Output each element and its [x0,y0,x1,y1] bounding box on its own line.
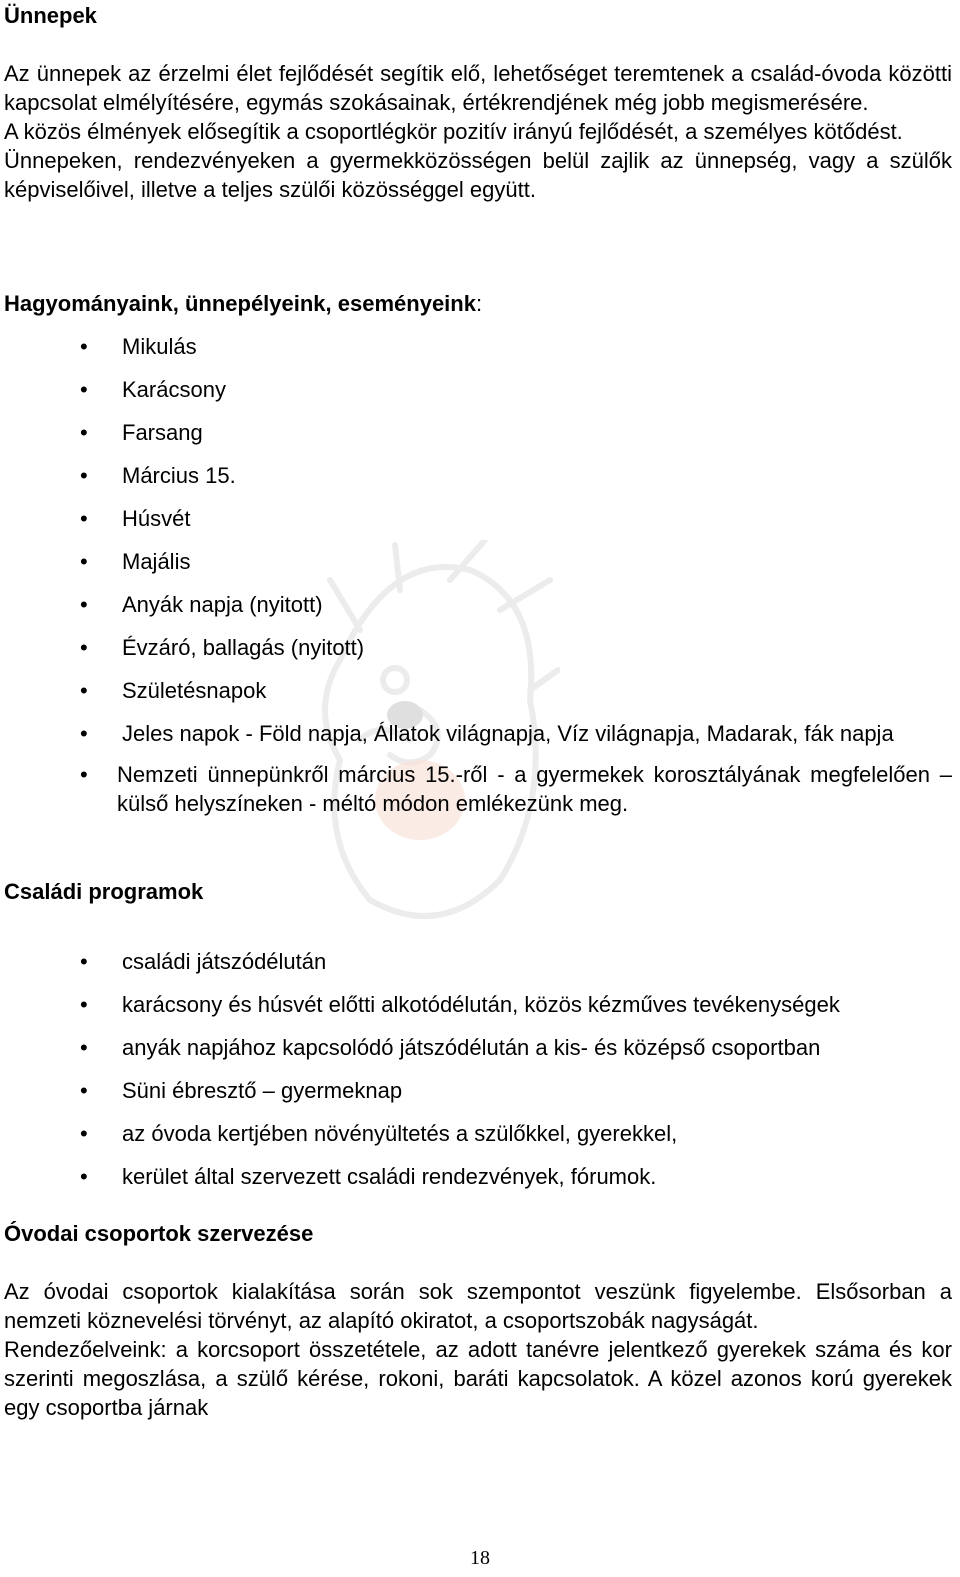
list-item-text: Süni ébresztő – gyermeknap [122,1078,403,1103]
holidays-paragraph-3: Ünnepeken, rendezvényeken a gyermekközösségen belül zajlik az ünnepség, vagy a szülők képviselőivel, illetve a teljes szülői közösséggel együtt. [4,148,952,202]
list-item [4,504,952,547]
list-item-text: kerület által szervezett családi rendezvények, fórumok. [122,1164,657,1189]
list-item-text: az óvoda kertjében növényültetés a szülőkkel, gyerekkel, [122,1121,678,1146]
document-page [4,0,952,1577]
list-item [4,1076,952,1119]
list-item [4,547,952,590]
list-item [4,1033,952,1076]
traditions-subheading [4,289,952,318]
list-item-text: Születésnapok [122,678,267,703]
list-item-text: Farsang [122,420,203,445]
list-item-text: családi játszódélután [122,949,327,974]
bullet-icon: • [80,463,88,488]
list-item-text: Húsvét [122,506,191,531]
list-item [4,990,952,1033]
list-item [4,332,952,375]
bullet-icon: • [80,420,88,445]
bullet-icon: • [80,1164,88,1189]
section-title-group-organization: Óvodai csoportok szervezése [4,1221,314,1246]
list-item [4,590,952,633]
holidays-paragraph-1: Az ünnepek az érzelmi élet fejlődését segítik elő, lehetőséget teremtenek a család-óvoda közötti kapcsolat elmélyítésére, egymás szokásainak, értékrendjének még jobb megismerésére. [4,61,952,115]
list-item [4,760,952,818]
list-item [4,461,952,504]
traditions-list [4,332,952,818]
list-item-text: Március 15. [122,463,236,488]
list-item-text: Évzáró, ballagás (nyitott) [122,635,365,660]
group-organization-paragraph-2: Rendezőelveink: a korcsoport összetétele, az adott tanévre jelentkező gyerekek száma és kor szerinti megoszlása, a szülő kérése, rokoni, baráti kapcsolatok. A közel azonos korú gyerekek egy csoportba járnak [4,1337,952,1420]
list-item [4,676,952,719]
bullet-icon: • [80,334,88,359]
list-item-text: Anyák napja (nyitott) [122,592,323,617]
section-title-holidays: Ünnepek [4,3,97,28]
bullet-icon: • [80,549,88,574]
bullet-icon: • [80,1121,88,1146]
bullet-icon: • [80,992,88,1017]
holidays-intro [4,59,952,204]
list-item-text: anyák napjához kapcsolódó játszódélután a kis- és középső csoportban [122,1035,821,1060]
list-item-text: Jeles napok - Föld napja, Állatok világnapja, Víz világnapja, Madarak, fák napja [122,721,894,746]
list-item [4,418,952,461]
holidays-paragraph-2: A közös élmények elősegítik a csoportlégkör pozitív irányú fejlődését, a személyes kötődést. [4,119,903,144]
list-item [4,719,952,748]
list-item-text: Mikulás [122,334,197,359]
bullet-icon: • [80,506,88,531]
group-organization-paragraph-1: Az óvodai csoportok kialakítása során sok szempontot veszünk figyelembe. Elsősorban a nemzeti köznevelési törvényt, az alapító okiratot, a csoportszobák nagyságát. [4,1279,952,1333]
page-number: 18 [470,1547,490,1569]
section-holidays [4,1,952,30]
bullet-icon: • [80,592,88,617]
bullet-icon: • [80,678,88,703]
section-group-organization [4,1219,952,1248]
list-item [4,1119,952,1162]
bullet-icon: • [80,635,88,660]
list-item-text: Karácsony [122,377,226,402]
list-item [4,1162,952,1205]
group-organization-body [4,1277,952,1422]
family-programs-list [4,947,952,1205]
traditions-subheading-text: Hagyományaink, ünnepélyeink, eseményeink [4,291,476,316]
traditions-subheading-colon: : [475,291,483,316]
bullet-icon: • [80,1035,88,1060]
section-family-programs [4,877,952,906]
list-item-text: Nemzeti ünnepünkről március 15.-ről - a gyermekek korosztályának megfelelően – külső helyszíneken - méltó módon emlékezünk meg. [117,762,952,816]
list-item [4,633,952,676]
list-item-text: Majális [122,549,191,574]
bullet-icon: • [80,949,88,974]
list-item-text: karácsony és húsvét előtti alkotódélután, közös kézműves tevékenységek [122,992,840,1017]
bullet-icon: • [80,377,88,402]
bullet-icon: • [80,762,88,787]
list-item [4,375,952,418]
section-title-family-programs: Családi programok [4,879,204,904]
bullet-icon: • [80,1078,88,1103]
bullet-icon: • [80,721,88,746]
list-item [4,947,952,990]
